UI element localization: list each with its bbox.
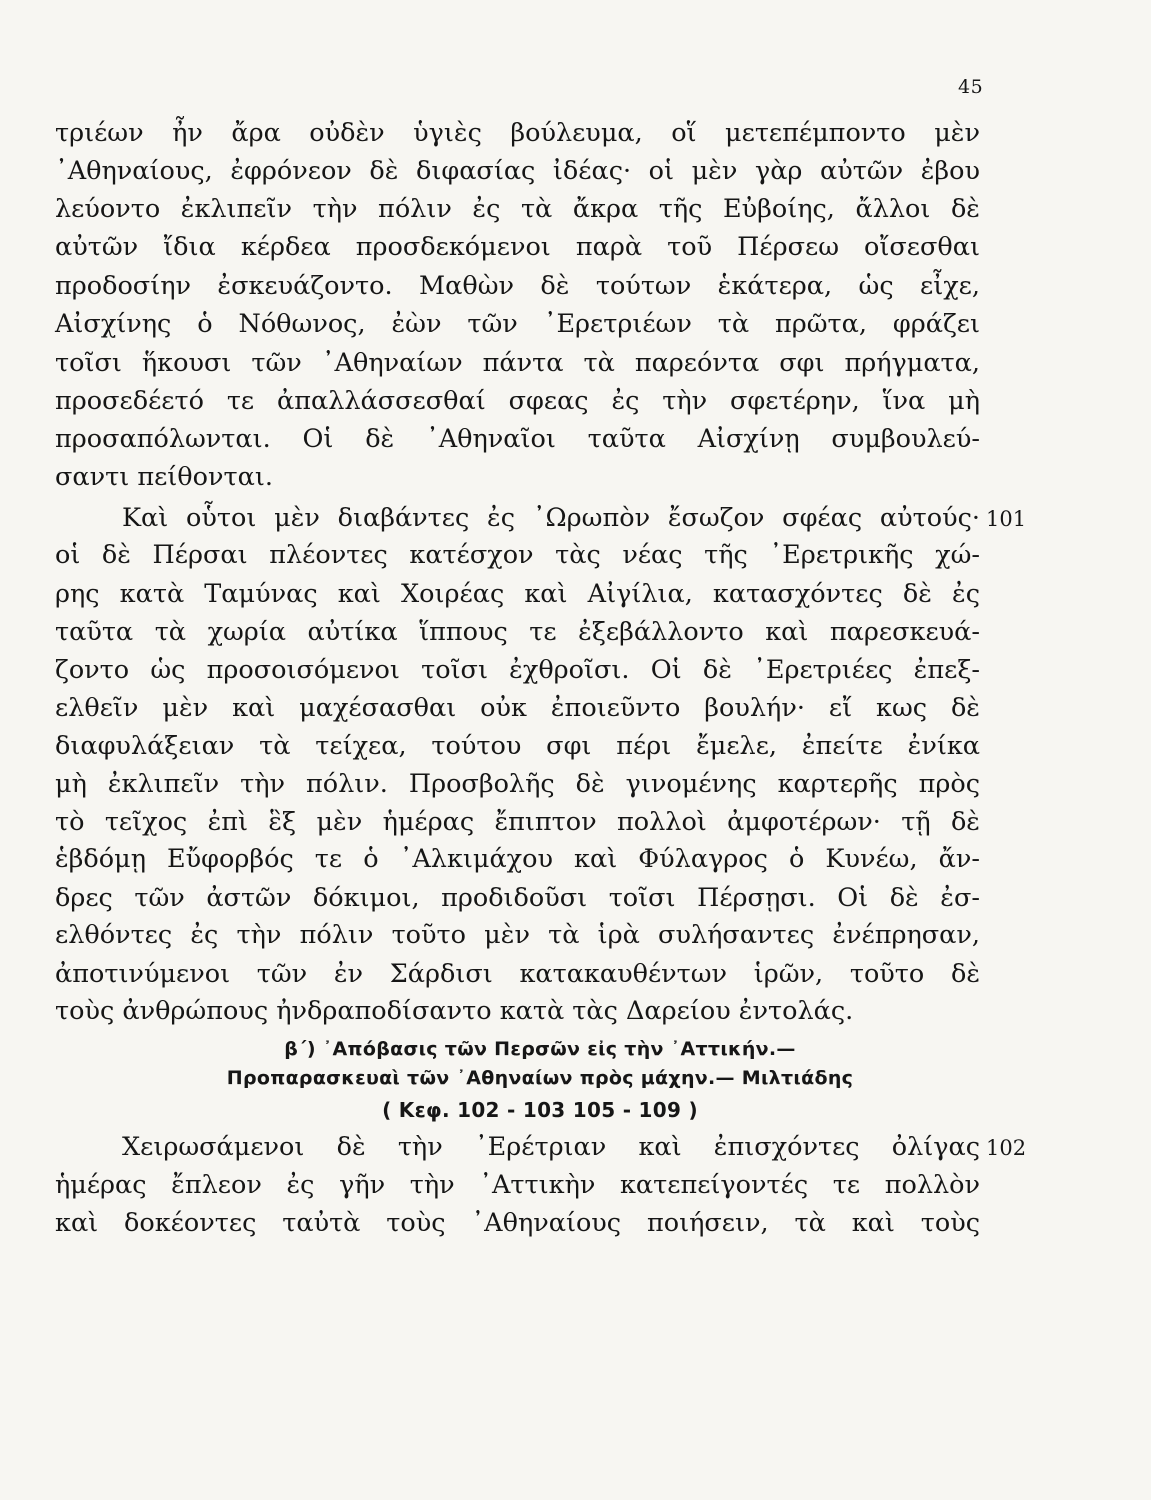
section-heading-line-2: Προπαρασκευαὶ τῶν ᾿Αθηναίων πρὸς μάχην.— Μιλτιάδης: [226, 1067, 854, 1089]
text-line: ελθεῖν μὲν καὶ μαχέσασθαι οὐκ ἐποιεῦντο βουλήν· εἴ κως δὲ: [55, 693, 980, 723]
text-line: ταῦτα τὰ χωρία αὐτίκα ἵππους τε ἐξεβάλλοντο καὶ παρεσκευά-: [55, 617, 980, 647]
text-line: ἑβδόμῃ Εὔφορβός τε ὁ ᾿Αλκιμάχου καὶ Φύλαγρος ὁ Κυνέω, ἄν-: [55, 844, 980, 874]
chapter-number: 102: [986, 1136, 1027, 1160]
text-line: ελθόντες ἐς τὴν πόλιν τοῦτο μὲν τὰ ἱρὰ συλήσαντες ἐνέπρησαν,: [55, 920, 980, 950]
section-heading-line-1: β΄) ᾿Απόβασις τῶν Περσῶν εἰς τὴν ᾿Αττικήν.—: [284, 1038, 796, 1060]
text-line: ζοντο ὡς προσοισόμενοι τοῖσι ἐχθροῖσι. Οἱ δὲ ᾿Ερετριέες ἐπεξ-: [55, 655, 980, 685]
text-line: σαντι πείθονται.: [55, 462, 273, 492]
text-line: λεύοντο ἐκλιπεῖν τὴν πόλιν ἐς τὰ ἄκρα τῆς Εὐβοίης, ἄλλοι δὲ: [55, 194, 980, 224]
text-line: προσαπόλωνται. Οἱ δὲ ᾿Αθηναῖοι ταῦτα Αἰσχίνῃ συμβουλεύ-: [55, 424, 980, 454]
text-line: τοὺς ἀνθρώπους ἠνδραποδίσαντο κατὰ τὰς Δαρείου ἐντολάς.: [55, 996, 854, 1026]
text-line: οἱ δὲ Πέρσαι πλέοντες κατέσχον τὰς νέας τῆς ᾿Ερετρικῆς χώ-: [55, 540, 980, 570]
text-line: ᾿Αθηναίους, ἐφρόνεον δὲ διφασίας ἰδέας· οἱ μὲν γὰρ αὐτῶν ἐβου: [55, 156, 980, 186]
text-line: ρης κατὰ Ταμύνας καὶ Χοιρέας καὶ Αἰγίλια, κατασχόντες δὲ ἐς: [55, 579, 980, 609]
text-line: προδοσίην ἐσκευάζοντο. Μαθὼν δὲ τούτων ἑκάτερα, ὡς εἶχε,: [55, 271, 980, 301]
text-line: προσεδέετό τε ἀπαλλάσσεσθαί σφεας ἐς τὴν σφετέρην, ἵνα μὴ: [55, 386, 980, 416]
chapter-number: 101: [986, 507, 1027, 531]
page-number: 45: [958, 76, 984, 98]
text-line: διαφυλάξειαν τὰ τείχεα, τούτου σφι πέρι ἔμελε, ἐπείτε ἐνίκα: [55, 731, 980, 761]
text-line: τοῖσι ἥκουσι τῶν ᾿Αθηναίων πάντα τὰ παρεόντα σφι πρήγματα,: [55, 348, 980, 378]
text-line: τριέων ἦν ἄρα οὐδὲν ὑγιὲς βούλευμα, οἵ μετεπέμποντο μὲν: [55, 118, 980, 148]
text-line: δρες τῶν ἀστῶν δόκιμοι, προδιδοῦσι τοῖσι Πέρσῃσι. Οἱ δὲ ἐσ-: [55, 883, 980, 913]
text-line: ἀποτινύμενοι τῶν ἐν Σάρδισι κατακαυθέντων ἱρῶν, τοῦτο δὲ: [55, 959, 980, 989]
section-heading-chapters: ( Κεφ. 102 - 103 105 - 109 ): [382, 1098, 698, 1122]
text-line: μὴ ἐκλιπεῖν τὴν πόλιν. Προσβολῆς δὲ γινομένης καρτερῆς πρὸς: [55, 769, 980, 799]
text-line: τὸ τεῖχος ἐπὶ ἓξ μὲν ἡμέρας ἔπιπτον πολλοὶ ἀμφοτέρων· τῇ δὲ: [55, 807, 980, 837]
text-line: Χειρωσάμενοι δὲ τὴν ᾿Ερέτριαν καὶ ἐπισχόντες ὀλίγας: [122, 1132, 980, 1162]
text-line: ἡμέρας ἔπλεον ἐς γῆν τὴν ᾿Αττικὴν κατεπείγοντές τε πολλὸν: [55, 1170, 980, 1200]
text-line: Αἰσχίνης ὁ Νόθωνος, ἐὼν τῶν ᾿Ερετριέων τὰ πρῶτα, φράζει: [55, 309, 980, 339]
text-line: αὐτῶν ἴδια κέρδεα προσδεκόμενοι παρὰ τοῦ Πέρσεω οἴσεσθαι: [55, 232, 980, 262]
text-line: καὶ δοκέοντες ταὐτὰ τοὺς ᾿Αθηναίους ποιήσειν, τὰ καὶ τοὺς: [55, 1208, 980, 1238]
text-line: Καὶ οὗτοι μὲν διαβάντες ἐς ᾿Ωρωπὸν ἔσωζον σφέας αὐτούς·: [122, 503, 980, 533]
